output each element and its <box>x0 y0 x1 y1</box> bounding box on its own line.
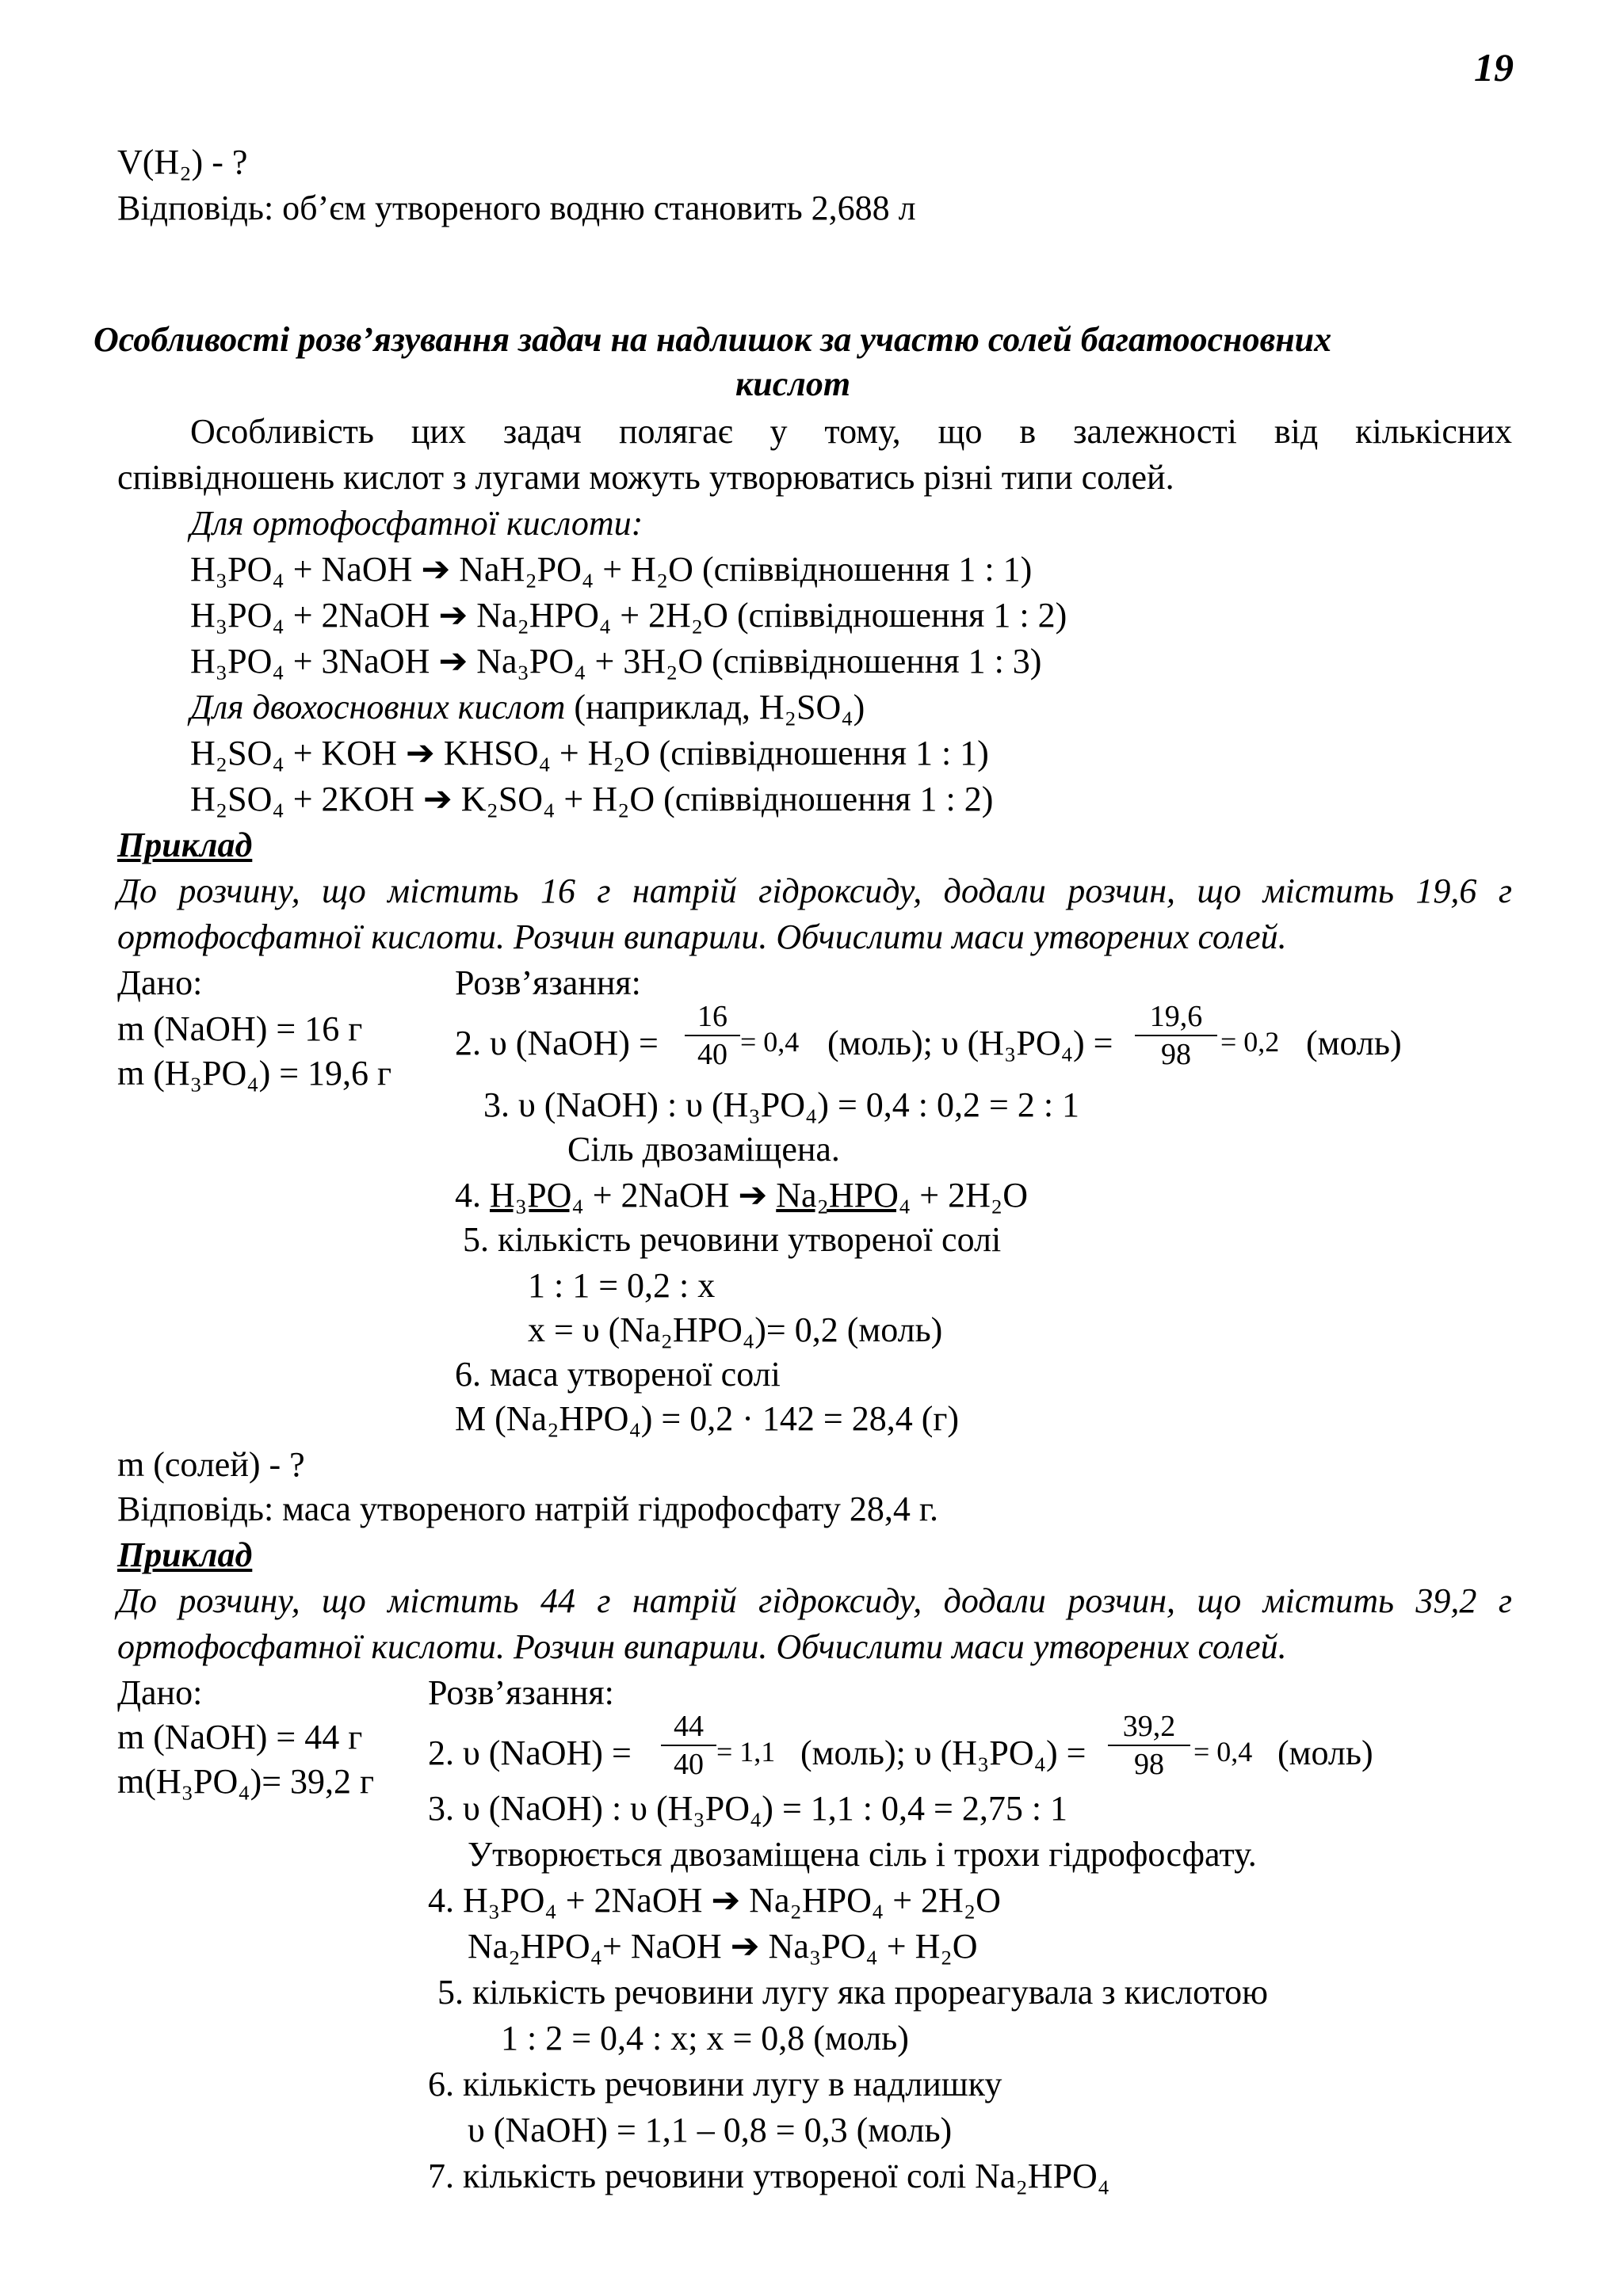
example2-fraction-result-2: = 0,4 <box>1193 1736 1253 1768</box>
example1-step5: 5. кількість речовини утвореної солі <box>463 1220 1002 1259</box>
example1-given-1: m (NaOH) = 16 г <box>117 1009 363 1048</box>
example1-label: Приклад <box>117 826 253 864</box>
dibasic-heading <box>190 686 865 729</box>
step4-number: 4. <box>455 1176 490 1215</box>
example1-step6: 6. маса утвореної солі <box>455 1355 781 1394</box>
example2-step4: 4. H₃PO₄ + 2NaOH ➔ Na₂HPO₄ + 2H₂O <box>428 1881 1001 1920</box>
example2-step2-a: 2. υ (NaOH) = <box>428 1733 632 1772</box>
example2-step2-b: (моль); υ (H₃PO₄) = <box>800 1733 1086 1772</box>
equation-1: H₃PO₄ + NaOH ➔ NaH₂PO₄ + H₂O (співвідношення 1 : 1) <box>190 550 1033 589</box>
section-title-line2: кислот <box>735 364 851 403</box>
intro-line1: Особливість цих задач полягає у тому, що в залежності від кількісних <box>190 412 1512 451</box>
fraction-denominator: 40 <box>674 1748 704 1781</box>
example1-unknown: m (солей) - ? <box>117 1445 305 1484</box>
example1-task-line2: ортофосфатної кислоти. Розчин випарили. Обчислити маси утворених солей. <box>117 917 1287 956</box>
example1-step5-result: x = υ (Na₂HPO₄)= 0,2 (моль) <box>528 1310 943 1349</box>
fraction-numerator: 44 <box>661 1708 716 1746</box>
example2-step5: 5. кількість речовини лугу яка прореагувала з кислотою <box>437 1973 1269 2012</box>
example2-step7: 7. кількість речовини утвореної солі Na₂HPO₄ <box>428 2157 1110 2195</box>
example2-step3-note: Утворюється двозаміщена сіль і трохи гідрофосфату. <box>468 1835 1257 1874</box>
example2-step2-c: (моль) <box>1277 1733 1373 1772</box>
ortho-heading: Для ортофосфатної кислоти: <box>190 504 643 543</box>
example2-given-label: Дано: <box>117 1673 203 1712</box>
step4-salt: Na₂HPO₄ <box>776 1176 911 1215</box>
example2-task-line2: ортофосфатної кислоти. Розчин випарили. Обчислити маси утворених солей. <box>117 1627 1287 1666</box>
example1-fraction-result-1: = 0,4 <box>740 1026 800 1058</box>
step4-acid: H₃PO₄ <box>490 1176 584 1215</box>
example1-step4 <box>455 1174 1028 1217</box>
example1-step5-proportion: 1 : 1 = 0,2 : x <box>528 1266 716 1305</box>
equation-2: H₃PO₄ + 2NaOH ➔ Na₂HPO₄ + 2H₂O (співвідношення 1 : 2) <box>190 596 1067 635</box>
example1-solution-label: Розв’язання: <box>455 963 641 1002</box>
fraction-denominator: 98 <box>1161 1038 1191 1071</box>
example1-step3: 3. υ (NaOH) : υ (H₃PO₄) = 0,4 : 0,2 = 2 : 1 <box>483 1085 1080 1124</box>
example1-answer: Відповідь: маса утвореного натрій гідрофосфату 28,4 г. <box>117 1489 939 1528</box>
example1-step3-note: Сіль двозаміщена. <box>567 1130 840 1169</box>
fraction-denominator: 40 <box>697 1038 727 1071</box>
example2-step3: 3. υ (NaOH) : υ (H₃PO₄) = 1,1 : 0,4 = 2,75 : 1 <box>428 1789 1068 1828</box>
example1-fraction-result-2: = 0,2 <box>1220 1026 1280 1058</box>
example2-fraction-result-1: = 1,1 <box>716 1736 776 1768</box>
dibasic-heading-rest: (наприклад, H₂SO₄) <box>565 688 865 727</box>
example2-step4-second: Na₂HPO₄+ NaOH ➔ Na₃PO₄ + H₂O <box>468 1927 978 1966</box>
example1-step6-result: M (Na₂HPO₄) = 0,2 · 142 = 28,4 (г) <box>455 1399 960 1438</box>
fraction-numerator: 16 <box>685 998 740 1036</box>
step4-end: + 2H₂O <box>911 1176 1028 1215</box>
fraction-numerator: 19,6 <box>1135 998 1217 1036</box>
example2-fraction-h3po4 <box>1108 1708 1190 1783</box>
example2-step6-result: υ (NaOH) = 1,1 – 0,8 = 0,3 (моль) <box>468 2111 953 2149</box>
example2-given-2: m(H₃PO₄)= 39,2 г <box>117 1762 375 1801</box>
fraction-denominator: 98 <box>1134 1748 1164 1781</box>
equation-4: H₂SO₄ + KOH ➔ KHSO₄ + H₂O (співвідношення 1 : 1) <box>190 734 989 772</box>
example1-fraction-naoh <box>685 998 740 1073</box>
intro-line2: співвідношень кислот з лугами можуть утворюватись різні типи солей. <box>117 458 1174 497</box>
example2-step5-proportion: 1 : 2 = 0,4 : x; x = 0,8 (моль) <box>501 2019 909 2058</box>
example2-fraction-naoh <box>661 1708 716 1783</box>
example1-step2-c: (моль) <box>1306 1024 1402 1062</box>
example1-task-line1: До розчину, що містить 16 г натрій гідроксиду, додали розчин, що містить 19,6 г <box>117 871 1512 910</box>
example1-given-label: Дано: <box>117 963 203 1002</box>
equation-5: H₂SO₄ + 2KOH ➔ K₂SO₄ + H₂O (співвідношення 1 : 2) <box>190 780 994 818</box>
example1-step2-b: (моль); υ (H₃PO₄) = <box>827 1024 1113 1062</box>
example2-solution-label: Розв’язання: <box>428 1673 614 1712</box>
example2-label: Приклад <box>117 1535 253 1574</box>
previous-unknown: V(H₂) - ? <box>117 143 248 181</box>
example1-given-2: m (H₃PO₄) = 19,6 г <box>117 1054 392 1093</box>
dibasic-heading-italic: Для двохосновних кислот <box>190 688 566 727</box>
example2-task-line1: До розчину, що містить 44 г натрій гідроксиду, додали розчин, що містить 39,2 г <box>117 1581 1512 1620</box>
example1-step2-a: 2. υ (NaOH) = <box>455 1024 659 1062</box>
page-number: 19 <box>1474 45 1514 90</box>
example1-fraction-h3po4 <box>1135 998 1217 1073</box>
example2-step6: 6. кількість речовини лугу в надлишку <box>428 2065 1002 2103</box>
example2-given-1: m (NaOH) = 44 г <box>117 1718 363 1756</box>
fraction-numerator: 39,2 <box>1108 1708 1190 1746</box>
equation-3: H₃PO₄ + 3NaOH ➔ Na₃PO₄ + 3H₂O (співвідношення 1 : 3) <box>190 642 1042 681</box>
step4-mid: + 2NaOH ➔ <box>583 1176 777 1215</box>
section-title-line1: Особливості розв’язування задач на надлишок за участю солей багатоосновних <box>94 320 1332 359</box>
previous-answer: Відповідь: об’єм утвореного водню становить 2,688 л <box>117 189 916 227</box>
